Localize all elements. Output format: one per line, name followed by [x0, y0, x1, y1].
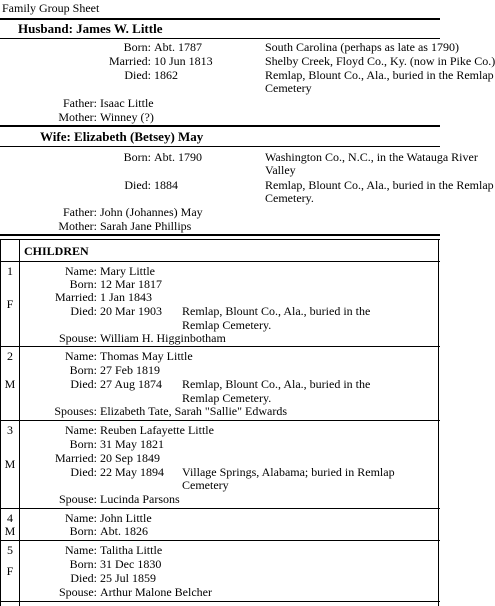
born-label: Born: [69, 524, 97, 538]
child-number: 5 [7, 543, 13, 557]
died-place-cont: Remlap Cemetery. [182, 318, 272, 332]
wife-heading: Wife: Elizabeth (Betsey) May [40, 129, 204, 144]
died-place: Remlap, Blount Co., Ala., buried in the [182, 304, 371, 318]
spouse-name: Lucinda Parsons [100, 492, 180, 506]
died-date: 1862 [154, 68, 178, 82]
child-sex: M [4, 524, 16, 538]
children-heading: CHILDREN [24, 244, 89, 258]
born-date: Abt. 1790 [154, 150, 202, 164]
born-date: 27 Feb 1819 [100, 363, 160, 377]
father-label: Father: [63, 205, 97, 219]
spouse-name: Arthur Malone Belcher [100, 585, 212, 599]
died-date: 20 Mar 1903 [100, 304, 162, 318]
name-label: Name: [65, 349, 97, 363]
married-label: Married: [55, 451, 97, 465]
died-label: Died: [124, 178, 151, 192]
father-label: Father: [63, 96, 97, 110]
father-name: Isaac Little [100, 96, 154, 110]
married-date: 1 Jan 1843 [100, 290, 152, 304]
spouse-label: Spouse: [58, 492, 97, 506]
mother-name: Sarah Jane Phillips [100, 219, 192, 233]
child-name: Talitha Little [100, 543, 163, 557]
born-place-cont: Valley [265, 163, 296, 177]
died-date: 27 Aug 1874 [100, 377, 163, 391]
born-label: Born: [123, 40, 151, 54]
born-label: Born: [123, 150, 151, 164]
child-sex: M [4, 377, 16, 391]
divider [0, 540, 440, 541]
child-number: 3 [7, 423, 13, 437]
born-label: Born: [69, 277, 97, 291]
child-name: John Little [100, 511, 152, 525]
died-label: Died: [70, 304, 97, 318]
spouse-label: Spouse: [58, 331, 97, 345]
divider [0, 38, 440, 39]
born-label: Born: [69, 557, 97, 571]
married-label: Married: [55, 290, 97, 304]
born-date: 12 Mar 1817 [100, 277, 162, 291]
divider [0, 239, 440, 240]
divider [0, 146, 440, 147]
died-place: Remlap, Blount Co., Ala., buried in the Remlap [265, 68, 494, 82]
child-name: Reuben Lafayette Little [100, 423, 214, 437]
page-title: Family Group Sheet [2, 1, 100, 15]
divider [0, 234, 440, 236]
spouse-label: Spouses: [54, 404, 97, 418]
born-label: Born: [69, 437, 97, 451]
died-date: 25 Jul 1859 [100, 571, 157, 585]
died-place-cont: Cemetery. [265, 191, 314, 205]
child-number: 1 [7, 264, 13, 278]
husband-heading: Husband: James W. Little [18, 21, 163, 36]
born-place: Washington Co., N.C., in the Watauga River [265, 150, 478, 164]
divider [0, 125, 440, 127]
child-name: Thomas May Little [100, 349, 193, 363]
divider [0, 420, 440, 421]
child-sex: M [4, 457, 16, 471]
born-date: Abt. 1787 [154, 40, 202, 54]
name-label: Name: [65, 423, 97, 437]
father-name: John (Johannes) May [100, 205, 203, 219]
died-date: 1884 [154, 178, 178, 192]
born-label: Born: [69, 363, 97, 377]
died-place: Village Springs, Alabama; buried in Remlap [182, 465, 395, 479]
mother-label: Mother: [58, 110, 97, 124]
name-label: Name: [65, 511, 97, 525]
born-date: 31 Dec 1830 [100, 557, 162, 571]
spouse-name: Elizabeth Tate, Sarah "Sallie" Edwards [100, 404, 288, 418]
child-number: 2 [7, 349, 13, 363]
died-label: Died: [70, 377, 97, 391]
died-place-cont: Cemetery [265, 81, 312, 95]
died-label: Died: [124, 68, 151, 82]
died-date: 22 May 1894 [100, 465, 164, 479]
table-border-right [438, 239, 439, 606]
married-date: 10 Jun 1813 [154, 54, 213, 68]
died-label: Died: [70, 465, 97, 479]
born-date: Abt. 1826 [100, 524, 148, 538]
divider [0, 18, 440, 20]
married-place: Shelby Creek, Floyd Co., Ky. (now in Pike Co.) [265, 54, 495, 68]
married-date: 20 Sep 1849 [100, 451, 160, 465]
divider [0, 261, 440, 262]
mother-name: Winney (?) [100, 110, 154, 124]
spouse-label: Spouse: [58, 585, 97, 599]
married-label: Married: [109, 54, 151, 68]
born-date: 31 May 1821 [100, 437, 164, 451]
spouse-name: William H. Higginbotham [100, 331, 226, 345]
divider [0, 346, 440, 347]
died-place-cont: Cemetery [182, 478, 229, 492]
died-place: Remlap, Blount Co., Ala., buried in the Remlap [265, 178, 494, 192]
mother-label: Mother: [58, 219, 97, 233]
child-number: 4 [7, 511, 13, 525]
born-place: South Carolina (perhaps as late as 1790) [265, 40, 459, 54]
divider [0, 601, 440, 602]
child-sex: F [6, 297, 14, 311]
name-label: Name: [65, 264, 97, 278]
child-sex: F [6, 564, 14, 578]
died-label: Died: [70, 571, 97, 585]
died-place: Remlap, Blount Co., Ala., buried in the [182, 377, 371, 391]
name-label: Name: [65, 543, 97, 557]
child-name: Mary Little [100, 264, 155, 278]
died-place-cont: Remlap Cemetery. [182, 391, 272, 405]
divider [0, 508, 440, 509]
